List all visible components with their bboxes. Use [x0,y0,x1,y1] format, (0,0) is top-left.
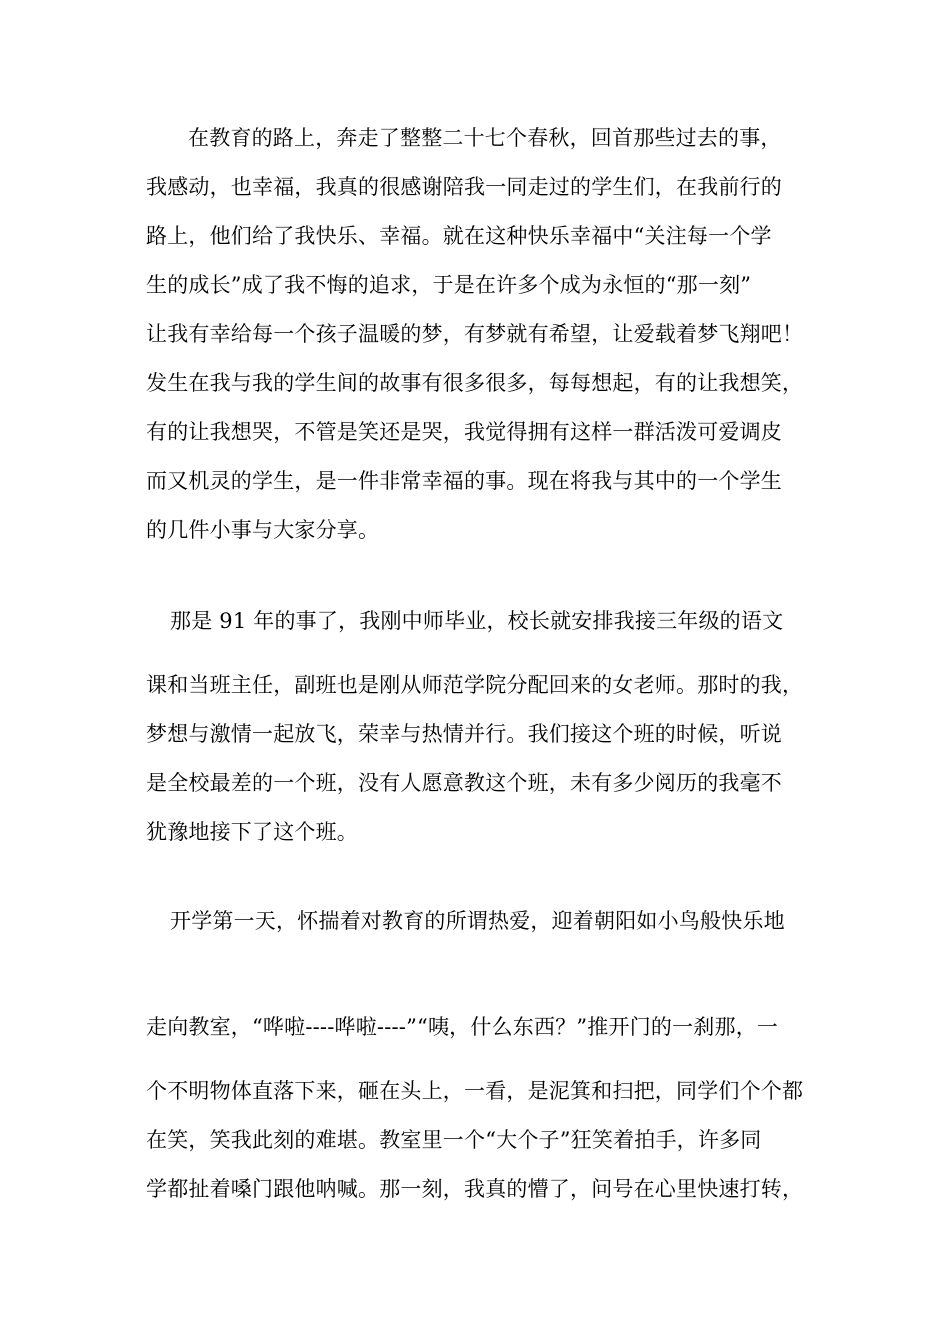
paragraph-1-line-8: 而又机灵的学生，是一件非常幸福的事。现在将我与其中的一个学生 [146,469,782,493]
paragraph-1-line-6: 发生在我与我的学生间的故事有很多很多，每每想起，有的让我想笑， [146,371,804,395]
paragraph-1-line-2: 我感动，也幸福，我真的很感谢陪我一同走过的学生们，在我前行的 [146,175,782,199]
paragraph-1-line-4: 生的成长”成了我不悔的追求，于是在许多个成为永恒的“那一刻” [146,273,752,297]
paragraph-2-line-5: 犹豫地接下了这个班。 [146,820,358,844]
paragraph-3-line-1: 开学第一天，怀揣着对教育的所谓热爱，迎着朝阳如小鸟般快乐地 [170,909,785,933]
paragraph-3-line-2: 走向教室，“哗啦----哗啦----”“咦，什么东西？”推开门的一刹那，一 [146,1015,779,1039]
paragraph-2-line-2: 课和当班主任，副班也是刚从师范学院分配回来的女老师。那时的我， [146,673,804,697]
paragraph-3-line-3: 个不明物体直落下来，砸在头上，一看，是泥箕和扫把，同学们个个都 [146,1079,804,1103]
paragraph-1-line-3: 路上，他们给了我快乐、幸福。就在这种快乐幸福中“关注每一个学 [146,224,772,248]
paragraph-2-line-4: 是全校最差的一个班，没有人愿意教这个班，未有多少阅历的我毫不 [146,771,782,795]
paragraph-1-line-7: 有的让我想哭，不管是笑还是哭，我觉得拥有这样一群活泼可爱调皮 [146,420,782,444]
paragraph-3-line-4: 在笑，笑我此刻的难堪。教室里一个“大个子”狂笑着拍手，许多同 [146,1128,762,1152]
paragraph-2-line-1: 那是 91 年的事了，我刚中师毕业，校长就安排我接三年级的语文 [170,609,784,633]
paragraph-1-line-5: 让我有幸给每一个孩子温暖的梦，有梦就有希望，让爱载着梦飞翔吧！ [146,322,804,346]
paragraph-1-line-9: 的几件小事与大家分享。 [146,518,380,542]
paragraph-2-line-3: 梦想与激情一起放飞，荣幸与热情并行。我们接这个班的时候，听说 [146,722,782,746]
paragraph-3-line-5: 学都扯着嗓门跟他呐喊。那一刻，我真的懵了，问号在心里快速打转， [146,1177,804,1201]
paragraph-1-line-1: 在教育的路上，奔走了整整二十七个春秋，回首那些过去的事， [188,126,782,150]
